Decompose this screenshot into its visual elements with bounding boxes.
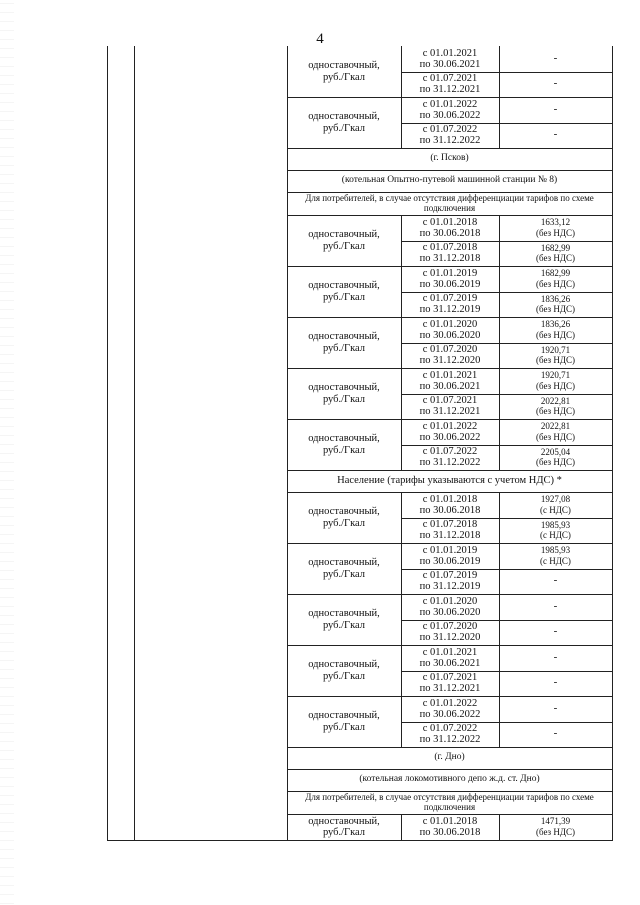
group-border — [287, 696, 612, 697]
table-col1-border — [134, 46, 135, 840]
tariff-value-cell: 1927,08 (с НДС) — [540, 494, 571, 515]
unit-cell: одноставочный, руб./Гкал — [308, 710, 380, 733]
group-border — [287, 492, 612, 493]
sub-row-border — [401, 123, 612, 124]
sub-row-border — [401, 292, 612, 293]
group-border — [287, 747, 612, 748]
sub-row-border — [401, 722, 612, 723]
group-border — [287, 814, 612, 815]
unit-cell: одноставочный, руб./Гкал — [308, 382, 380, 405]
period-cell: с 01.07.2021 по 31.12.2021 — [419, 395, 481, 418]
tariff-value-cell: - — [553, 727, 558, 740]
period-cell: с 01.07.2018 по 31.12.2018 — [419, 242, 481, 265]
tariff-value-cell: 1682,99 (без НДС) — [535, 268, 575, 289]
unit-cell: одноставочный, руб./Гкал — [308, 280, 380, 303]
tariff-value-cell: - — [553, 77, 558, 90]
unit-cell: одноставочный, руб./Гкал — [308, 229, 380, 252]
period-cell: с 01.01.2018 по 30.06.2018 — [419, 493, 481, 516]
period-cell: с 01.07.2020 по 31.12.2020 — [419, 621, 481, 644]
period-cell: с 01.07.2019 по 31.12.2019 — [419, 570, 481, 593]
period-cell: с 01.07.2022 по 31.12.2022 — [419, 723, 481, 746]
section-banner: (г. Псков) — [430, 153, 469, 164]
period-cell: с 01.07.2021 по 31.12.2021 — [419, 672, 481, 695]
tariff-value-cell: 1985,93 (с НДС) — [540, 519, 571, 541]
tariff-value-cell: - — [553, 599, 558, 612]
group-border — [287, 543, 612, 544]
group-border — [287, 594, 612, 595]
period-cell: с 01.01.2020 по 30.06.2020 — [419, 318, 481, 341]
period-cell: с 01.07.2018 по 31.12.2018 — [419, 519, 481, 542]
tariff-value-cell: - — [553, 701, 558, 714]
tariff-value-cell: 2022,81 (без НДС) — [535, 395, 575, 417]
section-banner: (котельная локомотивного депо ж.д. ст. Дно) — [359, 774, 540, 785]
table-bottom-border-left — [107, 840, 287, 841]
tariff-value-cell: - — [553, 128, 558, 141]
unit-cell: одноставочный, руб./Гкал — [308, 60, 380, 83]
unit-cell: одноставочный, руб./Гкал — [308, 433, 380, 456]
tariff-value-cell: - — [553, 51, 558, 64]
tariff-value-cell: 2205,04 (без НДС) — [535, 446, 575, 468]
group-border — [287, 170, 612, 171]
unit-cell: одноставочный, руб./Гкал — [308, 557, 380, 580]
group-border — [287, 368, 612, 369]
sub-row-border — [401, 72, 612, 73]
tariff-value-cell: 1836,26 (без НДС) — [535, 293, 575, 315]
tariff-value-cell: - — [553, 625, 558, 638]
period-cell: с 01.01.2018 по 30.06.2018 — [419, 815, 481, 838]
period-cell: с 01.01.2021 по 30.06.2021 — [419, 646, 481, 669]
tariff-value-cell: - — [553, 102, 558, 115]
table-bottom-border — [287, 840, 613, 841]
period-cell: с 01.01.2021 по 30.06.2021 — [419, 369, 481, 392]
period-cell: с 01.01.2019 по 30.06.2019 — [419, 544, 481, 567]
group-border — [287, 148, 612, 149]
consumer-note: Для потребителей, в случае отсутствия дифференциации тарифов по схеме подключения — [305, 192, 594, 213]
period-cell: с 01.01.2022 по 30.06.2022 — [419, 420, 481, 443]
group-border — [287, 97, 612, 98]
period-cell: с 01.01.2019 по 30.06.2019 — [419, 267, 481, 290]
period-cell: с 01.01.2022 по 30.06.2022 — [419, 98, 481, 121]
sub-row-border — [401, 343, 612, 344]
group-border — [287, 769, 612, 770]
tariff-value-cell: - — [553, 574, 558, 587]
tariff-table — [107, 46, 612, 840]
group-border — [287, 266, 612, 267]
period-cell: с 01.07.2022 по 31.12.2022 — [419, 446, 481, 469]
table-right-border — [612, 46, 613, 840]
unit-cell: одноставочный, руб./Гкал — [308, 331, 380, 354]
scan-edge-noise — [0, 0, 14, 905]
sub-row-border — [401, 518, 612, 519]
group-border — [287, 645, 612, 646]
sub-row-border — [401, 671, 612, 672]
period-cell: с 01.01.2021 по 30.06.2021 — [419, 47, 481, 70]
period-cell: с 01.07.2022 по 31.12.2022 — [419, 124, 481, 147]
sub-row-border — [401, 445, 612, 446]
tariff-value-cell: 1920,71 (без НДС) — [535, 370, 575, 391]
group-border — [287, 791, 612, 792]
group-border — [287, 215, 612, 216]
tariff-value-cell: 1920,71 (без НДС) — [535, 344, 575, 366]
tariff-value-cell: - — [553, 676, 558, 689]
unit-cell: одноставочный, руб./Гкал — [308, 111, 380, 134]
period-cell: с 01.01.2022 по 30.06.2022 — [419, 697, 481, 720]
tariff-value-cell: 1633,12 (без НДС) — [535, 217, 575, 238]
tariff-value-cell: 1836,26 (без НДС) — [535, 319, 575, 340]
period-cell: с 01.07.2019 по 31.12.2019 — [419, 293, 481, 316]
tariff-value-cell: - — [553, 650, 558, 663]
page-number: 4 — [316, 31, 324, 47]
sub-row-border — [401, 620, 612, 621]
period-cell: с 01.07.2021 по 31.12.2021 — [419, 73, 481, 96]
period-cell: с 01.01.2018 по 30.06.2018 — [419, 216, 481, 239]
group-border — [287, 419, 612, 420]
tariff-value-cell: 2022,81 (без НДС) — [535, 421, 575, 442]
group-border — [287, 470, 612, 471]
period-cell: с 01.01.2020 по 30.06.2020 — [419, 595, 481, 618]
period-cell: с 01.07.2020 по 31.12.2020 — [419, 344, 481, 367]
tariff-value-cell: 1682,99 (без НДС) — [535, 242, 575, 264]
group-border — [287, 192, 612, 193]
consumer-note: Для потребителей, в случае отсутствия дифференциации тарифов по схеме подключения — [305, 791, 594, 812]
sub-row-border — [401, 569, 612, 570]
unit-cell: одноставочный, руб./Гкал — [308, 659, 380, 682]
unit-cell: одноставочный, руб./Гкал — [308, 608, 380, 631]
population-header: Население (тарифы указываются с учетом НДС) * — [337, 475, 562, 487]
sub-row-border — [401, 241, 612, 242]
sub-row-border — [401, 394, 612, 395]
tariff-value-cell: 1471,39 (без НДС) — [535, 816, 575, 837]
section-banner: (г. Дно) — [434, 752, 465, 763]
group-border — [287, 317, 612, 318]
table-left-border — [107, 46, 108, 840]
section-banner: (котельная Опытно-путевой машинной станции № 8) — [341, 175, 558, 186]
unit-cell: одноставочный, руб./Гкал — [308, 506, 380, 529]
unit-cell: одноставочный, руб./Гкал — [308, 815, 380, 838]
tariff-value-cell: 1985,93 (с НДС) — [540, 545, 571, 566]
